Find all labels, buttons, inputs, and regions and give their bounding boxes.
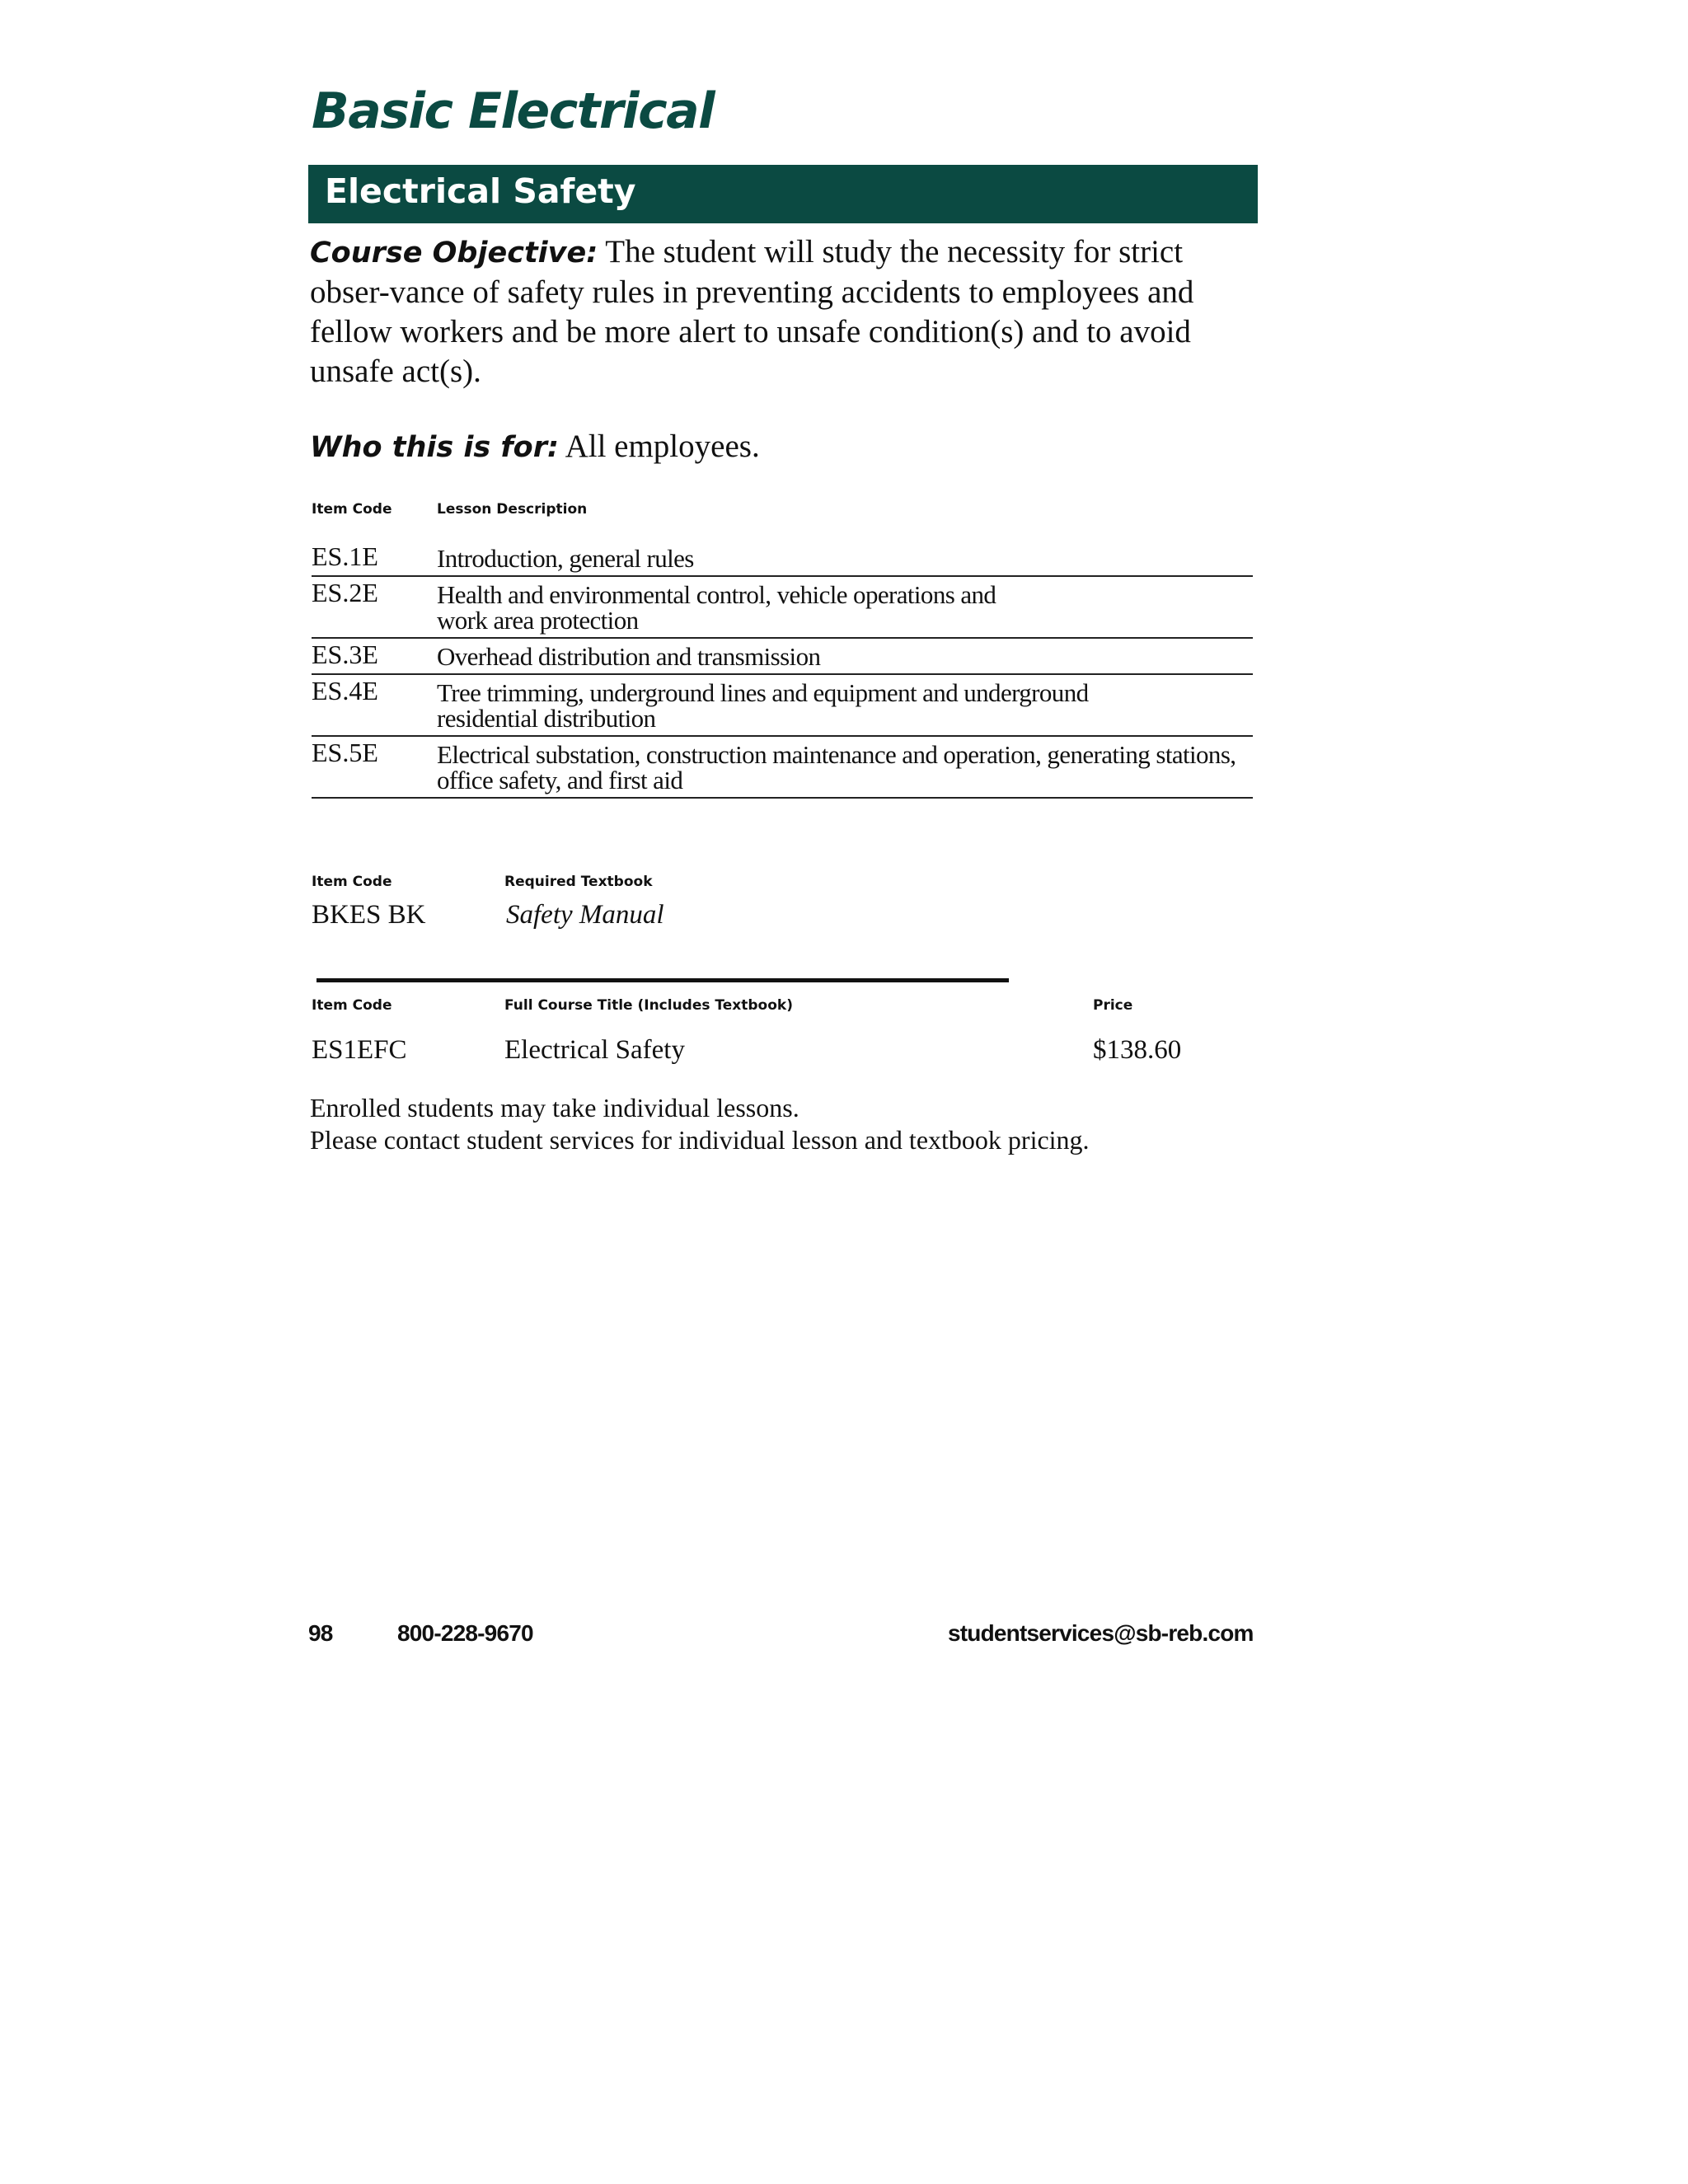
lesson-code: ES.5E (312, 738, 378, 767)
course-code: ES1EFC (312, 1035, 407, 1065)
table-row (312, 541, 1253, 577)
textbook-title: Safety Manual (506, 900, 664, 930)
lesson-code-header: Item Code (312, 501, 392, 518)
lesson-code: ES.4E (312, 676, 378, 705)
footer-phone: 800-228-9670 (397, 1620, 533, 1646)
lesson-description: Tree trimming, underground lines and equipment and underground residential distribution (437, 678, 1089, 733)
course-objective-label: Course Objective: (310, 237, 598, 269)
audience-text: All employees. (565, 429, 760, 464)
section-title: Electrical Safety (325, 171, 636, 211)
lesson-description-header: Lesson Description (437, 501, 588, 518)
page-heading: Basic Electrical (312, 82, 715, 140)
note-line: Please contact student services for individual lesson and textbook pricing. (310, 1125, 1090, 1155)
course-objective (310, 232, 1266, 391)
lesson-code: ES.1E (312, 541, 378, 571)
course-price-header: Price (1093, 997, 1133, 1014)
lesson-description: Electrical substation, construction maintenance and operation, generating stations, office safety, and first aid (437, 740, 1236, 794)
textbook-title-header: Required Textbook (504, 874, 653, 890)
textbook-code-header: Item Code (312, 874, 392, 890)
textbook-code: BKES BK (312, 900, 426, 930)
audience-label: Who this is for: (310, 431, 559, 464)
lesson-description: Introduction, general rules (437, 544, 694, 573)
footer-email: studentservices@sb-reb.com (948, 1620, 1254, 1646)
table-row (312, 639, 1253, 675)
course-objective-text: The student will study the necessity for strict obser-vance of safety rules in preventing accidents to employees and fellow workers and be more alert to unsafe condition(s) and to avoid unsafe act(s). (310, 234, 1194, 389)
lesson-code: ES.3E (312, 640, 378, 669)
table-row (312, 675, 1253, 737)
lesson-description: Overhead distribution and transmission (437, 642, 821, 671)
table-row (312, 577, 1253, 639)
course-title-header: Full Course Title (Includes Textbook) (504, 997, 793, 1014)
lesson-table (312, 541, 1253, 799)
course-price: $138.60 (1093, 1035, 1182, 1065)
page-number: 98 (308, 1620, 333, 1646)
lesson-code: ES.2E (312, 578, 378, 607)
course-title: Electrical Safety (504, 1035, 685, 1065)
course-code-header: Item Code (312, 997, 392, 1014)
lesson-description: Health and environmental control, vehicle operations and work area protection (437, 580, 996, 635)
section-banner (308, 165, 1258, 223)
section-divider (316, 978, 1009, 982)
audience (310, 427, 760, 467)
table-row (312, 737, 1253, 799)
note-line: Enrolled students may take individual lessons. (310, 1093, 799, 1122)
